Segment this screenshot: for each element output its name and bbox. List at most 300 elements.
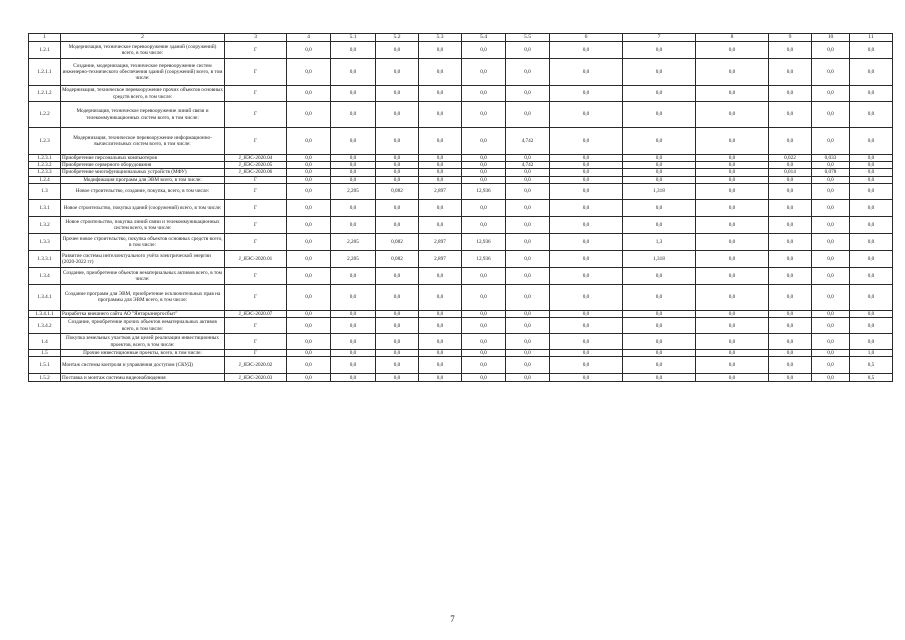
value-cell: 0,0 — [812, 102, 850, 128]
row-code-cell: 1.2.1 — [29, 42, 61, 59]
value-cell: 0,0 — [287, 183, 331, 199]
value-cell: 0,0 — [769, 199, 812, 216]
value-cell: 0,0 — [812, 199, 850, 216]
value-cell: 0,0 — [506, 284, 550, 310]
value-cell: 0,0 — [769, 183, 812, 199]
value-cell: 0,0 — [287, 267, 331, 284]
value-cell: 0,0 — [462, 267, 506, 284]
value-cell: 0,0 — [462, 350, 506, 357]
value-cell: 0,0 — [287, 318, 331, 334]
value-cell: 0,0 — [550, 86, 623, 102]
value-cell: 0,0 — [812, 128, 850, 155]
value-cell: 0,0 — [696, 102, 769, 128]
table-row — [29, 284, 893, 310]
value-cell: 0,0 — [850, 216, 893, 233]
project-id-cell: Г — [225, 350, 287, 357]
value-cell: 0,0 — [769, 267, 812, 284]
row-name-cell: Приобретение персональных компьютеров — [61, 155, 225, 162]
value-cell: 0,0 — [376, 357, 419, 374]
value-cell: 0,0 — [506, 250, 550, 267]
value-cell: 0,082 — [376, 183, 419, 199]
row-code-cell: 1.3.1 — [29, 199, 61, 216]
table-row — [29, 350, 893, 357]
project-id-cell: Г — [225, 176, 287, 183]
column-number-cell: 2 — [61, 34, 225, 42]
table-row — [29, 334, 893, 350]
value-cell: 0,0 — [376, 128, 419, 155]
value-cell: 0,0 — [287, 350, 331, 357]
project-id-cell: Г — [225, 318, 287, 334]
value-cell: 0,0 — [331, 267, 376, 284]
value-cell: 0,0 — [769, 42, 812, 59]
project-id-cell: Г — [225, 183, 287, 199]
table-row — [29, 128, 893, 155]
project-id-cell: Г — [225, 284, 287, 310]
row-code-cell: 1.3.2 — [29, 216, 61, 233]
value-cell: 0,0 — [462, 318, 506, 334]
value-cell: 0,0 — [550, 334, 623, 350]
table-row — [29, 86, 893, 102]
value-cell: 0,0 — [376, 59, 419, 86]
value-cell: 0,0 — [550, 250, 623, 267]
value-cell: 0,0 — [506, 155, 550, 162]
value-cell: 0,0 — [419, 176, 462, 183]
value-cell: 0,022 — [769, 155, 812, 162]
value-cell: 0,0 — [812, 284, 850, 310]
value-cell: 0,0 — [376, 199, 419, 216]
value-cell: 0,0 — [376, 318, 419, 334]
value-cell: 0,0 — [331, 216, 376, 233]
value-cell: 0,0 — [462, 310, 506, 317]
value-cell: 0,0 — [769, 374, 812, 382]
value-cell: 4,742 — [506, 162, 550, 169]
project-id-cell: Г — [225, 86, 287, 102]
value-cell: 0,0 — [331, 102, 376, 128]
value-cell: 0,0 — [419, 162, 462, 169]
value-cell: 0,0 — [331, 169, 376, 176]
row-code-cell: 1.2.1.2 — [29, 86, 61, 102]
table-row — [29, 183, 893, 199]
row-name-cell: Создание, приобретение объектов нематериальных активов всего, в том числе: — [61, 267, 225, 284]
value-cell: 0,0 — [287, 169, 331, 176]
project-id-cell: Г — [225, 216, 287, 233]
value-cell: 0,0 — [623, 162, 696, 169]
value-cell: 0,0 — [623, 374, 696, 382]
value-cell: 0,0 — [696, 233, 769, 250]
row-name-cell: Модернизация, техническое перевооружение информационно-вычислительных систем всего, в том числе: — [61, 128, 225, 155]
value-cell: 0,0 — [850, 155, 893, 162]
value-cell: 2,897 — [419, 233, 462, 250]
value-cell: 0,0 — [419, 42, 462, 59]
row-code-cell: 1.2.3.1 — [29, 155, 61, 162]
value-cell: 0,0 — [850, 334, 893, 350]
value-cell: 0,0 — [769, 318, 812, 334]
value-cell: 0,0 — [506, 59, 550, 86]
value-cell: 0,0 — [850, 284, 893, 310]
table-row — [29, 233, 893, 250]
value-cell: 0,0 — [550, 128, 623, 155]
value-cell: 0,0 — [376, 176, 419, 183]
value-cell: 0,0 — [623, 86, 696, 102]
project-id-cell: J_ЯЭС-2020.01 — [225, 250, 287, 267]
value-cell: 0,0 — [376, 42, 419, 59]
column-number-cell: 8 — [696, 34, 769, 42]
table-row — [29, 318, 893, 334]
value-cell: 0,0 — [506, 318, 550, 334]
value-cell: 0,0 — [623, 155, 696, 162]
row-name-cell: Модернизация, техническое перевооружение прочих объектов основных средств всего, в том числе: — [62, 87, 223, 100]
value-cell: 0,0 — [812, 176, 850, 183]
row-name-cell: Создание, модернизация, техническое перевооружение систем инженерно-технического обеспечения зданий (сооружений) всего, в том числе: — [61, 59, 225, 86]
row-name-cell: Модернизация, техническое перевооружение линий связи и телекоммуникационных систем всего, в том числе: — [61, 102, 225, 128]
value-cell: 0,0 — [812, 162, 850, 169]
value-cell: 0,0 — [850, 42, 893, 59]
row-name-cell: Прочие инвестиционные проекты, всего, в том числе: — [61, 350, 225, 357]
value-cell: 0,0 — [506, 199, 550, 216]
value-cell: 0,0 — [462, 162, 506, 169]
row-code-cell: 1.5 — [29, 350, 61, 357]
row-name-cell: Приобретение многофункциональных устройств (МФУ) — [61, 169, 225, 176]
table-row — [29, 310, 893, 317]
value-cell: 2,205 — [331, 250, 376, 267]
value-cell: 0,0 — [331, 42, 376, 59]
value-cell: 12,936 — [462, 183, 506, 199]
value-cell: 0,0 — [550, 374, 623, 382]
row-name-cell: Развитие системы интеллектуального учёта электрической энергии (2020-2022 гг) — [61, 250, 225, 267]
value-cell: 0,0 — [462, 199, 506, 216]
row-name-cell: Прочее новое строительство, покупка объектов основных средств всего, в том числе: — [61, 233, 225, 250]
value-cell: 0,0 — [850, 199, 893, 216]
value-cell: 0,0 — [696, 334, 769, 350]
investment-table — [28, 33, 893, 382]
project-id-cell: J_ЯЭС-2020.02 — [225, 357, 287, 374]
value-cell: 0,0 — [550, 155, 623, 162]
value-cell: 0,0 — [550, 350, 623, 357]
value-cell: 0,0 — [287, 233, 331, 250]
value-cell: 0,0 — [623, 350, 696, 357]
column-number-cell: 10 — [812, 34, 850, 42]
value-cell: 0,0 — [696, 350, 769, 357]
value-cell: 0,0 — [696, 250, 769, 267]
value-cell: 0,0 — [462, 86, 506, 102]
project-id-cell: Г — [225, 199, 287, 216]
value-cell: 0,0 — [812, 59, 850, 86]
value-cell: 0,0 — [850, 162, 893, 169]
value-cell: 0,0 — [623, 318, 696, 334]
value-cell: 0,0 — [850, 250, 893, 267]
value-cell: 0,0 — [287, 310, 331, 317]
value-cell: 0,0 — [462, 128, 506, 155]
value-cell: 0,0 — [331, 128, 376, 155]
value-cell: 0,0 — [462, 176, 506, 183]
value-cell: 0,0 — [769, 233, 812, 250]
value-cell: 0,0 — [376, 155, 419, 162]
value-cell: 0,0 — [769, 284, 812, 310]
value-cell: 0,0 — [769, 128, 812, 155]
value-cell: 0,0 — [769, 310, 812, 317]
value-cell: 2,897 — [419, 250, 462, 267]
value-cell: 0,0 — [462, 59, 506, 86]
row-code-cell: 1.5.1 — [29, 357, 61, 374]
value-cell: 0,0 — [769, 176, 812, 183]
column-number-cell: 5.5 — [506, 34, 550, 42]
value-cell: 0,0 — [696, 59, 769, 86]
value-cell: 0,0 — [462, 357, 506, 374]
value-cell: 0,0 — [850, 183, 893, 199]
project-id-cell: Г — [225, 128, 287, 155]
value-cell: 0,0 — [812, 250, 850, 267]
column-number-row — [29, 34, 893, 42]
row-code-cell: 1.3.4.1 — [29, 284, 61, 310]
value-cell: 0,0 — [623, 216, 696, 233]
value-cell: 0,0 — [331, 176, 376, 183]
value-cell: 0,0 — [812, 334, 850, 350]
value-cell: 0,0 — [812, 374, 850, 382]
value-cell: 0,0 — [376, 267, 419, 284]
row-code-cell: 1.3.4.1.1 — [29, 310, 61, 317]
value-cell: 0,0 — [850, 310, 893, 317]
table-row — [29, 374, 893, 382]
row-name-cell: Поставка и монтаж системы видеонаблюдения — [61, 374, 225, 382]
table-row — [29, 250, 893, 267]
value-cell: 0,0 — [376, 334, 419, 350]
value-cell: 0,0 — [331, 199, 376, 216]
row-code-cell: 1.4 — [29, 334, 61, 350]
value-cell: 0,0 — [769, 162, 812, 169]
value-cell: 0,0 — [769, 357, 812, 374]
value-cell: 0,0 — [376, 102, 419, 128]
value-cell: 0,0 — [550, 59, 623, 86]
value-cell: 0,0 — [462, 42, 506, 59]
value-cell: 0,0 — [769, 102, 812, 128]
value-cell: 0,0 — [769, 250, 812, 267]
project-id-cell: Г — [225, 42, 287, 59]
table-row — [29, 169, 893, 176]
value-cell: 0,0 — [850, 169, 893, 176]
column-number-cell: 5.2 — [376, 34, 419, 42]
value-cell: 0,0 — [462, 284, 506, 310]
value-cell: 0,0 — [331, 318, 376, 334]
value-cell: 0,0 — [419, 102, 462, 128]
row-name-cell: Новое строительство, создание, покупка, всего, в том числе: — [61, 183, 225, 199]
value-cell: 0,0 — [850, 59, 893, 86]
value-cell: 0,0 — [331, 334, 376, 350]
value-cell: 0,0 — [550, 199, 623, 216]
value-cell: 0,0 — [287, 128, 331, 155]
table-row — [29, 155, 893, 162]
value-cell: 0,033 — [812, 155, 850, 162]
value-cell: 0,0 — [623, 334, 696, 350]
value-cell: 0,0 — [812, 318, 850, 334]
value-cell: 0,0 — [769, 59, 812, 86]
column-number-cell: 6 — [550, 34, 623, 42]
table-row — [29, 357, 893, 374]
value-cell: 0,0 — [550, 318, 623, 334]
row-name-cell: Приобретение серверного оборудования — [61, 162, 225, 169]
value-cell: 0,0 — [462, 169, 506, 176]
value-cell: 0,0 — [287, 162, 331, 169]
value-cell: 0,0 — [287, 176, 331, 183]
value-cell: 0,0 — [812, 216, 850, 233]
value-cell: 0,0 — [419, 318, 462, 334]
value-cell: 0,0 — [419, 284, 462, 310]
value-cell: 0,0 — [850, 86, 893, 102]
value-cell: 0,0 — [331, 310, 376, 317]
table-row — [29, 176, 893, 183]
value-cell: 0,0 — [419, 350, 462, 357]
value-cell: 0,0 — [506, 169, 550, 176]
value-cell: 0,0 — [506, 102, 550, 128]
project-id-cell: J_ЯЭС-2020.03 — [225, 374, 287, 382]
value-cell: 0,0 — [550, 357, 623, 374]
value-cell: 0,0 — [462, 334, 506, 350]
value-cell: 0,0 — [550, 183, 623, 199]
value-cell: 0,0 — [812, 357, 850, 374]
row-code-cell: 1.2.1.1 — [29, 59, 61, 86]
value-cell: 0,0 — [550, 102, 623, 128]
value-cell: 0,0 — [696, 357, 769, 374]
value-cell: 0,5 — [850, 374, 893, 382]
value-cell: 0,078 — [812, 169, 850, 176]
value-cell: 0,0 — [287, 284, 331, 310]
value-cell: 0,0 — [419, 59, 462, 86]
table-row — [29, 162, 893, 169]
row-code-cell: 1.2.2 — [29, 102, 61, 128]
value-cell: 0,0 — [506, 86, 550, 102]
value-cell: 0,0 — [769, 350, 812, 357]
page-number: 7 — [450, 614, 455, 624]
value-cell: 0,0 — [506, 334, 550, 350]
row-name-cell: Разработка внешнего сайта АО "Янтарьэнергосбыт" — [61, 310, 225, 317]
value-cell: 0,0 — [696, 176, 769, 183]
value-cell: 0,0 — [331, 350, 376, 357]
value-cell: 4,742 — [506, 128, 550, 155]
value-cell: 0,0 — [850, 128, 893, 155]
value-cell: 0,0 — [376, 86, 419, 102]
value-cell: 0,0 — [696, 155, 769, 162]
value-cell: 0,0 — [506, 233, 550, 250]
value-cell: 0,0 — [331, 374, 376, 382]
project-id-cell: J_ЯЭС-2020.04 — [225, 155, 287, 162]
value-cell: 0,0 — [696, 267, 769, 284]
value-cell: 0,0 — [623, 102, 696, 128]
row-code-cell: 1.2.3.3 — [29, 169, 61, 176]
column-number-cell: 3 — [225, 34, 287, 42]
value-cell: 0,0 — [419, 374, 462, 382]
project-id-cell: J_ЯЭС-2020.07 — [225, 310, 287, 317]
value-cell: 0,0 — [550, 176, 623, 183]
value-cell: 0,0 — [331, 155, 376, 162]
column-number-cell: 9 — [769, 34, 812, 42]
column-number-cell: 4 — [287, 34, 331, 42]
project-id-cell: Г — [225, 102, 287, 128]
table-row — [29, 199, 893, 216]
value-cell: 12,936 — [462, 250, 506, 267]
value-cell: 0,0 — [419, 199, 462, 216]
value-cell: 0,0 — [769, 86, 812, 102]
value-cell: 0,0 — [419, 128, 462, 155]
value-cell: 0,0 — [419, 267, 462, 284]
value-cell: 0,5 — [850, 357, 893, 374]
table-row — [29, 59, 893, 86]
value-cell: 0,0 — [550, 284, 623, 310]
value-cell: 0,0 — [376, 350, 419, 357]
value-cell: 0,0 — [419, 216, 462, 233]
value-cell: 0,0 — [696, 284, 769, 310]
value-cell: 1,0 — [850, 350, 893, 357]
value-cell: 0,0 — [812, 310, 850, 317]
value-cell: 0,0 — [550, 233, 623, 250]
value-cell: 2,205 — [331, 183, 376, 199]
value-cell: 0,0 — [696, 42, 769, 59]
project-id-cell: Г — [225, 233, 287, 250]
value-cell: 0,0 — [696, 374, 769, 382]
value-cell: 0,0 — [287, 374, 331, 382]
value-cell: 2,205 — [331, 233, 376, 250]
value-cell: 0,0 — [696, 183, 769, 199]
value-cell: 0,014 — [769, 169, 812, 176]
value-cell: 0,0 — [506, 267, 550, 284]
value-cell: 0,0 — [769, 334, 812, 350]
value-cell: 0,0 — [550, 162, 623, 169]
value-cell: 0,0 — [376, 374, 419, 382]
value-cell: 0,0 — [812, 350, 850, 357]
row-name-cell: Создание, приобретение прочих объектов нематериальных активов всего, в том числе: — [61, 318, 225, 334]
value-cell: 0,0 — [506, 183, 550, 199]
value-cell: 0,0 — [550, 169, 623, 176]
value-cell: 0,0 — [506, 176, 550, 183]
value-cell: 0,0 — [623, 199, 696, 216]
value-cell: 0,0 — [287, 86, 331, 102]
value-cell: 0,0 — [331, 59, 376, 86]
value-cell: 0,0 — [812, 183, 850, 199]
value-cell: 0,0 — [287, 250, 331, 267]
row-code-cell: 1.3.4.2 — [29, 318, 61, 334]
column-number-cell: 7 — [623, 34, 696, 42]
value-cell: 0,0 — [462, 155, 506, 162]
row-name-cell: Модернизация, техническое перевооружение зданий (сооружений) всего, в том числе: — [61, 42, 225, 59]
value-cell: 0,0 — [623, 176, 696, 183]
value-cell: 0,0 — [623, 42, 696, 59]
value-cell: 0,0 — [376, 216, 419, 233]
value-cell: 0,0 — [331, 162, 376, 169]
project-id-cell: Г — [225, 334, 287, 350]
value-cell: 0,0 — [696, 128, 769, 155]
value-cell: 0,0 — [850, 267, 893, 284]
value-cell: 0,0 — [696, 310, 769, 317]
value-cell: 0,0 — [506, 374, 550, 382]
value-cell: 0,0 — [812, 42, 850, 59]
value-cell: 0,0 — [623, 267, 696, 284]
value-cell: 0,0 — [696, 318, 769, 334]
value-cell: 0,0 — [623, 310, 696, 317]
table-row — [29, 216, 893, 233]
value-cell: 0,0 — [550, 216, 623, 233]
value-cell: 0,0 — [331, 86, 376, 102]
value-cell: 0,0 — [623, 128, 696, 155]
value-cell: 0,0 — [550, 267, 623, 284]
value-cell: 2,897 — [419, 183, 462, 199]
value-cell: 0,0 — [419, 334, 462, 350]
value-cell: 0,0 — [376, 310, 419, 317]
value-cell: 0,0 — [287, 102, 331, 128]
table-row — [29, 267, 893, 284]
value-cell: 0,0 — [696, 86, 769, 102]
value-cell: 0,0 — [506, 310, 550, 317]
value-cell: 0,0 — [331, 284, 376, 310]
value-cell: 0,0 — [376, 162, 419, 169]
value-cell: 0,0 — [287, 59, 331, 86]
